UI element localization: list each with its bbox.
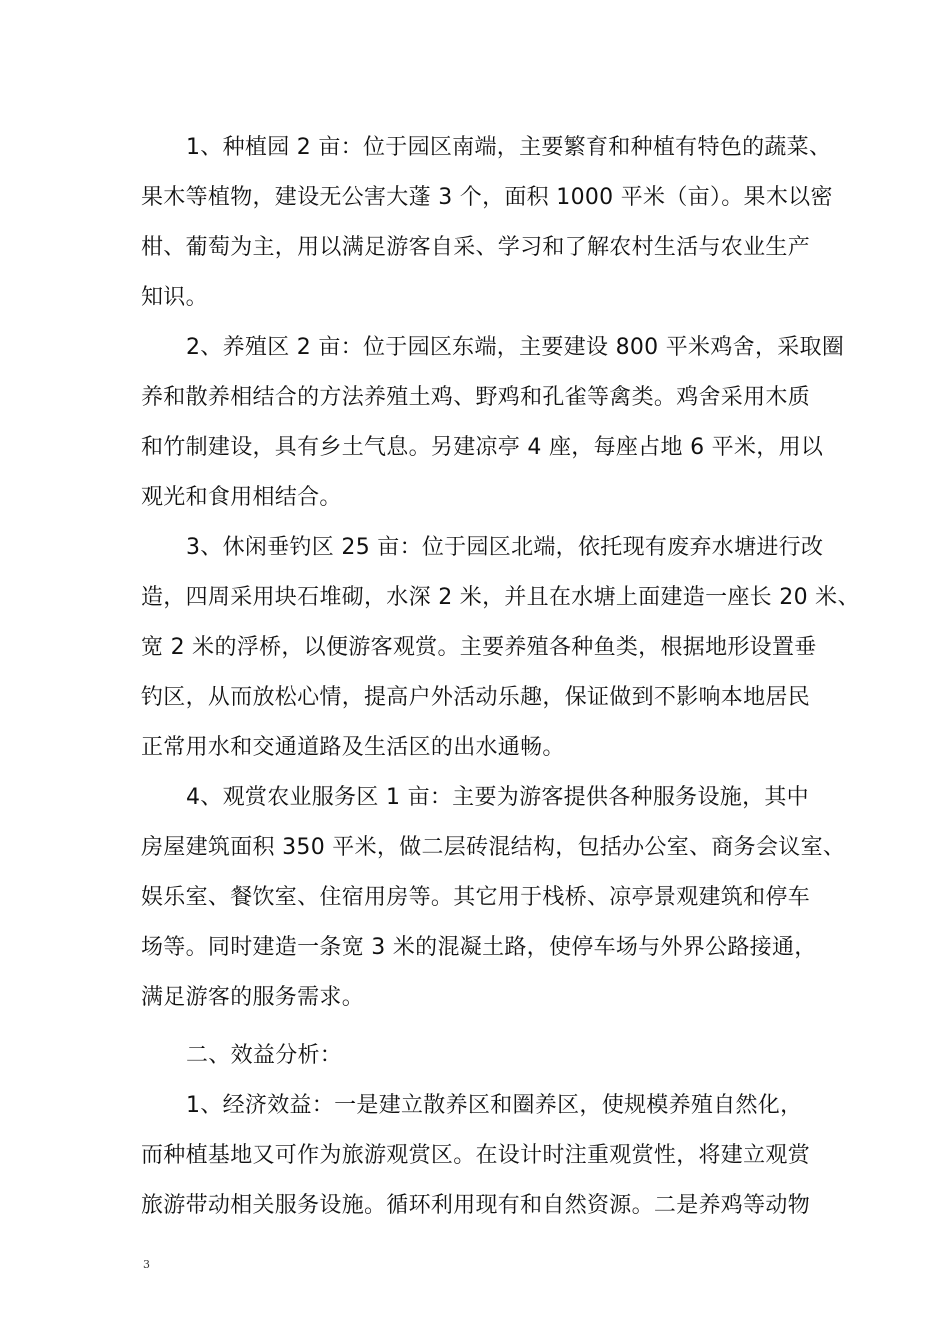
page-number: 3 — [143, 1258, 150, 1271]
text-line: 知识。 — [141, 285, 208, 310]
text-line: 柑、葡萄为主，用以满足游客自采、学习和了解农村生活与农业生产 — [141, 235, 811, 260]
text-line: 和竹制建设，具有乡土气息。另建凉亭 4 座，每座占地 6 平米，用以 — [141, 435, 824, 460]
text-line: 正常用水和交通道路及生活区的出水通畅。 — [141, 735, 565, 760]
text-line: 2、养殖区 2 亩：位于园区东端，主要建设 800 平米鸡舍，采取圈 — [186, 335, 845, 360]
text-line: 4、观赏农业服务区 1 亩：主要为游客提供各种服务设施，其中 — [186, 785, 809, 810]
text-line: 满足游客的服务需求。 — [141, 985, 365, 1010]
text-line: 宽 2 米的浮桥，以便游客观赏。主要养殖各种鱼类，根据地形设置垂 — [141, 635, 817, 660]
text-line: 养和散养相结合的方法养殖土鸡、野鸡和孔雀等禽类。鸡舍采用木质 — [141, 385, 811, 410]
text-line: 房屋建筑面积 350 平米，做二层砖混结构，包括办公室、商务会议室、 — [141, 835, 846, 860]
section-heading: 二、效益分析： — [186, 1043, 343, 1068]
text-line: 果木等植物，建设无公害大蓬 3 个，面积 1000 平米（亩）。果木以密 — [141, 185, 833, 210]
text-line: 娱乐室、餐饮室、住宿用房等。其它用于栈桥、凉亭景观建筑和停车 — [141, 885, 811, 910]
text-line: 场等。同时建造一条宽 3 米的混凝土路，使停车场与外界公路接通， — [141, 935, 817, 960]
text-line: 3、休闲垂钓区 25 亩：位于园区北端，依托现有废弃水塘进行改 — [186, 535, 824, 560]
text-line: 造，四周采用块石堆砌，水深 2 米，并且在水塘上面建造一座长 20 米、 — [141, 585, 860, 610]
text-line: 而种植基地又可作为旅游观赏区。在设计时注重观赏性，将建立观赏 — [141, 1143, 811, 1168]
text-line: 观光和食用相结合。 — [141, 485, 342, 510]
text-line: 1、种植园 2 亩：位于园区南端，主要繁育和种植有特色的蔬菜、 — [186, 135, 832, 160]
text-line: 旅游带动相关服务设施。循环利用现有和自然资源。二是养鸡等动物 — [141, 1193, 811, 1218]
text-line: 1、经济效益：一是建立散养区和圈养区，使规模养殖自然化， — [186, 1093, 803, 1118]
text-line: 钓区，从而放松心情，提高户外活动乐趣，保证做到不影响本地居民 — [141, 685, 811, 710]
